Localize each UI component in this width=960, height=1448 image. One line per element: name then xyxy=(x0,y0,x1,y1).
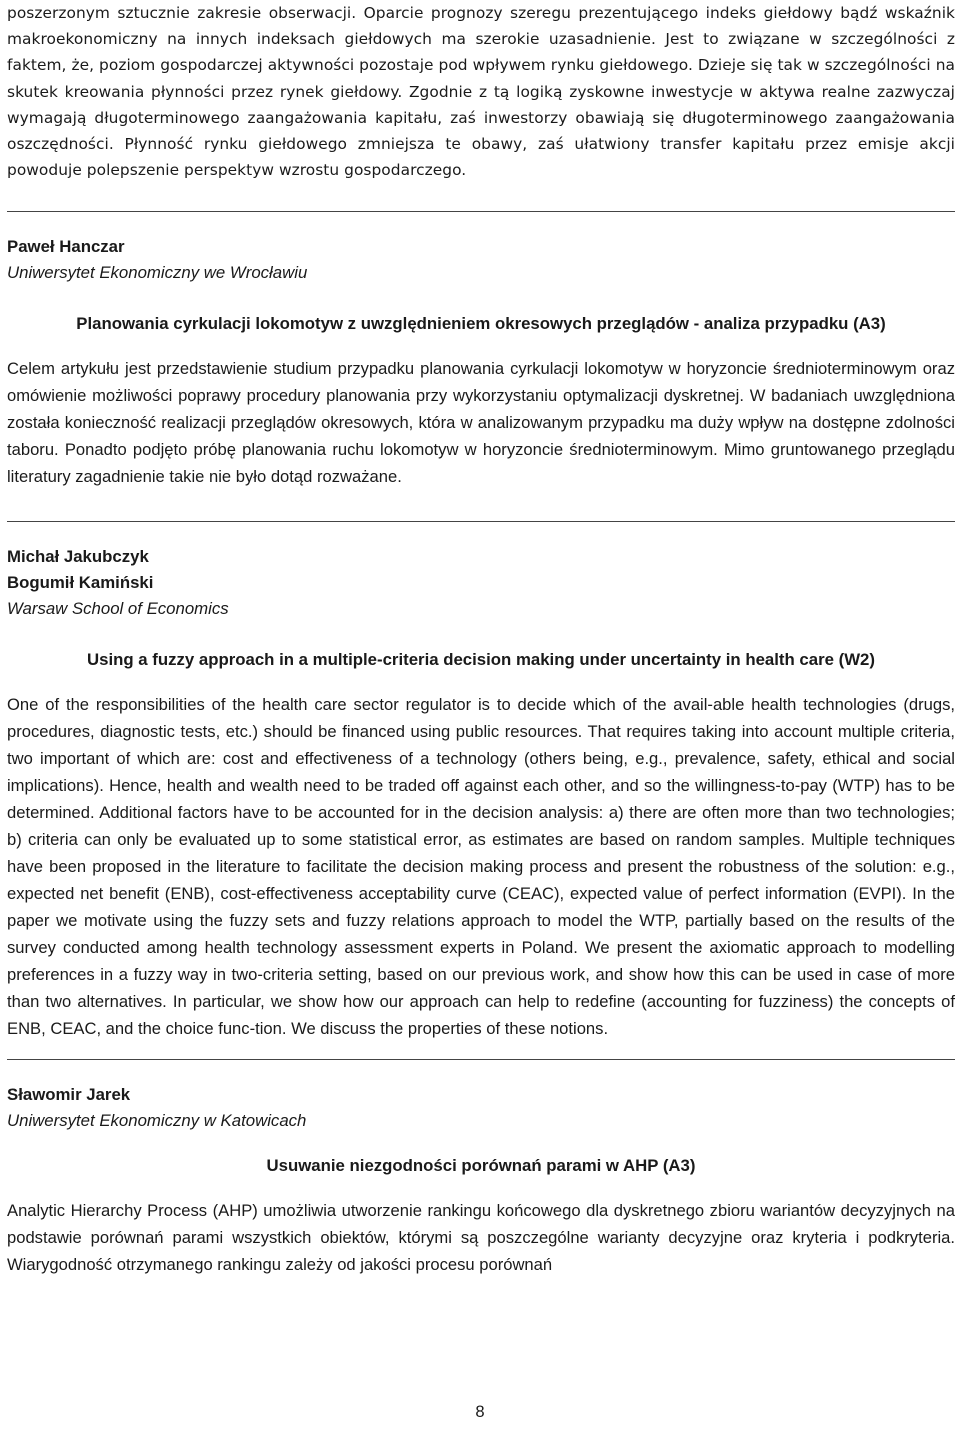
abstract-title: Usuwanie niezgodności porównań parami w AHP (A3) xyxy=(266,1156,696,1176)
author-name: Paweł Hanczar xyxy=(7,237,125,257)
abstract-title: Planowania cyrkulacji lokomotyw z uwzględnieniem okresowych przeglądów - analiza przypadku (A3) xyxy=(76,314,886,334)
abstract-jakubczyk-kaminski xyxy=(7,544,955,1042)
document-page xyxy=(7,0,955,1278)
page-number: 8 xyxy=(475,1402,485,1421)
author-affiliation: Uniwersytet Ekonomiczny w Katowicach xyxy=(7,1111,307,1131)
abstract-body: Celem artykułu jest przedstawienie studium przypadku planowania cyrkulacji lokomotyw w horyzoncie średnioterminowym oraz omówienie możliwości poprawy procedury planowania przy wykorzystaniu optymalizacji dyskretnej. W badaniach uwzględniona została konieczność realizacji przeglądów okresowych, która w analizowanym przypadku ma duży wpływ na dostępne zdolności taboru. Ponadto podjęto próbę planowania ruchu lokomotyw w horyzoncie średnioterminowym. Mimo gruntowanego przeglądu literatury zagadnienie takie nie było dotąd rozważane. xyxy=(7,359,955,487)
abstract-hanczar xyxy=(7,234,955,490)
author-affiliation: Uniwersytet Ekonomiczny we Wrocławiu xyxy=(7,263,308,283)
abstract-jarek xyxy=(7,1082,955,1278)
abstract-title: Using a fuzzy approach in a multiple-criteria decision making under uncertainty in health care (W2) xyxy=(87,650,875,670)
author-name: Bogumił Kamiński xyxy=(7,573,154,593)
intro-paragraph: poszerzonym sztucznie zakresie obserwacji. Oparcie prognozy szeregu prezentującego indeks giełdowy bądź wskaźnik makroekonomiczny na innych indeksach giełdowych ma szerokie uzasadnienie. Jest to związane w szczególności z faktem, że, poziom gospodarczej aktywności pozostaje pod wpływem rynku giełdowego. Dzieje się tak w szczególności na skutek kreowania płynności przez rynek giełdowy. Zgodnie z tą logiką zyskowne inwestycje w aktywa realne zazwyczaj wymagają długoterminowego zaangażowania kapitału, zaś inwestorzy obawiają się długoterminowego zaangażowania oszczędności. Płynność rynku giełdowego zmniejsza te obawy, zaś ułatwiony transfer kapitału przez emisje akcji powoduje polepszenie perspektyw wzrostu gospodarczego. xyxy=(7,4,955,180)
author-name: Michał Jakubczyk xyxy=(7,547,149,567)
abstract-body: Analytic Hierarchy Process (AHP) umożliwia utworzenie rankingu końcowego dla dyskretnego zbioru wariantów decyzyjnych na podstawie porównań parami wszystkich obiektów, którymi są poszczególne warianty decyzyjne oraz kryteria i podkryteria. Wiarygodność otrzymanego rankingu zależy od jakości procesu porównań xyxy=(7,1201,955,1275)
abstract-body: One of the responsibilities of the health care sector regulator is to decide which of the avail-able health technologies (drugs, procedures, diagnostic tests, etc.) should be financed using public resources. That requires taking into account multiple criteria, two important of which are: cost and effectiveness of a technology (others being, e.g., prevalence, safety, ethical and social implications). Hence, health and wealth need to be traded off against each other, and so the willingness-to-pay (WTP) has to be determined. Additional factors have to be accounted for in the decision analysis: a) there are often more than two technologies; b) criteria can only be evaluated up to some statistical error, as estimates are based on random samples. Multiple techniques have been proposed in the literature to facilitate the decision making process and present the robustness of the solution: e.g., expected net benefit (ENB), cost-effectiveness acceptability curve (CEAC), expected value of perfect information (EVPI). In the paper we motivate using the fuzzy sets and fuzzy relations approach to model the WTP, partially based on the results of the survey conducted among health technology assessment experts in Poland. We present the axiomatic approach to modelling preferences in a fuzzy way in two-criteria setting, based on our previous work, and show how this can be used in case of more than two alternatives. In particular, we show how our approach can help to redefine (accounting for fuzziness) the concepts of ENB, CEAC, and the choice func-tion. We discuss the properties of these notions. xyxy=(7,695,955,1039)
author-affiliation: Warsaw School of Economics xyxy=(7,599,229,619)
author-name: Sławomir Jarek xyxy=(7,1085,131,1105)
